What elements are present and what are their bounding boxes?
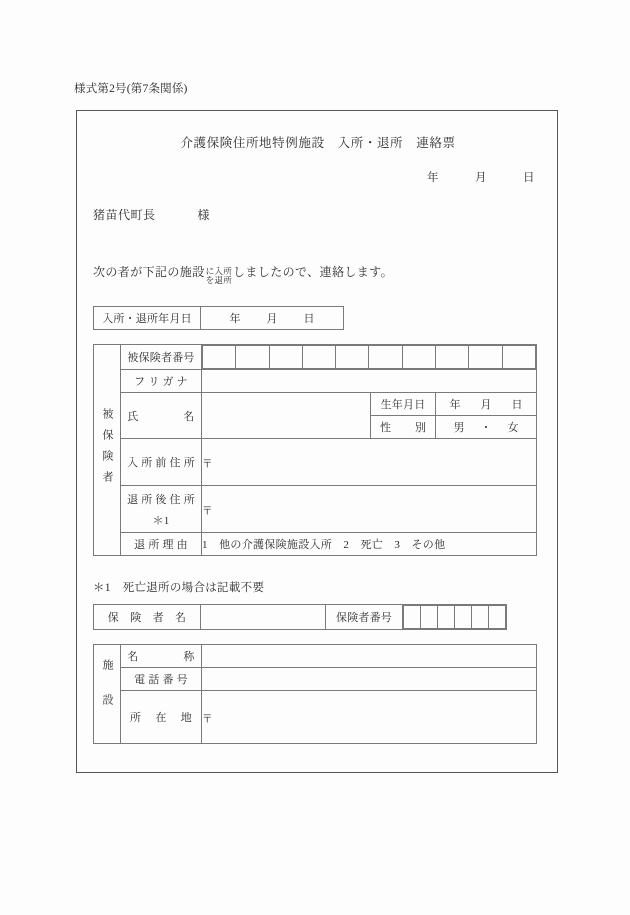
address-after-label-text: 退 所 後 住 所: [127, 493, 195, 506]
number-cell[interactable]: [438, 606, 455, 629]
insurer-name-value[interactable]: [201, 605, 326, 630]
number-cell[interactable]: [236, 346, 269, 369]
birthdate-label: 生年月日: [371, 393, 436, 416]
number-cell[interactable]: [421, 606, 438, 629]
page-title: 介護保険住所地特例施設 入所・退所 連絡票: [180, 136, 456, 150]
sex-separator: ・: [480, 422, 492, 434]
number-cell[interactable]: [369, 346, 402, 369]
insured-side-label-text: 被保険者: [101, 408, 113, 492]
address-before-label: 入 所 前 住 所: [121, 439, 202, 486]
birthdate-day: 日: [511, 399, 523, 411]
number-cell[interactable]: [269, 346, 302, 369]
facility-table: [93, 644, 537, 744]
entry-date-table: [93, 306, 344, 330]
address-before-value[interactable]: [202, 439, 537, 486]
number-cell[interactable]: [302, 346, 335, 369]
entry-date-day: 日: [303, 313, 315, 325]
table-row: [94, 668, 537, 691]
furigana-label: フ リ ガ ナ: [121, 370, 202, 393]
table-row: [94, 307, 344, 330]
table-row: [94, 486, 537, 533]
number-cell[interactable]: [472, 606, 489, 629]
address-after-mark: ＊1: [152, 514, 170, 527]
form-number: 様式第2号(第7条関係): [74, 83, 188, 95]
name-value[interactable]: [202, 393, 371, 439]
address-after-label: [121, 486, 202, 533]
birthdate-year: 年: [449, 399, 461, 411]
number-cell[interactable]: [203, 346, 236, 369]
postal-icon: 〒: [202, 505, 213, 517]
number-cell[interactable]: [336, 346, 369, 369]
statement-stacked-choice: [206, 267, 232, 286]
table-row: [94, 691, 537, 744]
sex-value[interactable]: [436, 416, 537, 439]
birthdate-fields: [436, 396, 536, 412]
table-row: [94, 439, 537, 486]
table-row: [94, 393, 537, 416]
insurer-number-label: 保険者番号: [326, 605, 403, 630]
number-cell[interactable]: [469, 346, 502, 369]
table-row: [94, 370, 537, 393]
address-after-value[interactable]: [202, 486, 537, 533]
number-cell[interactable]: [502, 346, 535, 369]
insurance-number-grid: [202, 345, 536, 369]
facility-name-label: 名 称: [121, 645, 202, 668]
entry-date-year: 年: [229, 313, 241, 325]
furigana-value[interactable]: [202, 370, 537, 393]
statement-lead: 次の者が下記の施設: [93, 265, 205, 279]
table-row: [94, 645, 537, 668]
birthdate-value[interactable]: [436, 393, 537, 416]
insured-person-table: [93, 344, 537, 556]
facility-side-label-text: 施設: [101, 659, 113, 729]
facility-phone-label: 電 話 番 号: [121, 668, 202, 691]
insurance-number-label: 被保険者番号: [121, 345, 202, 370]
facility-phone-value[interactable]: [202, 668, 537, 691]
number-cell[interactable]: [402, 346, 435, 369]
addressee-honorific: 様: [197, 208, 211, 222]
entry-date-label: 入所・退所年月日: [94, 307, 201, 330]
insurer-number-cells[interactable]: [403, 605, 507, 630]
discharge-reason-label: 退 所 理 由: [121, 533, 202, 556]
name-label: 氏 名: [121, 393, 202, 439]
sex-male[interactable]: 男: [453, 422, 465, 434]
facility-address-label: 所 在 地: [121, 691, 202, 744]
facility-name-value[interactable]: [202, 645, 537, 668]
entry-date-month: 月: [266, 313, 278, 325]
number-cell[interactable]: [404, 606, 421, 629]
sex-label-text: 性 別: [380, 422, 426, 434]
statement-stack-bottom: を退所: [205, 275, 232, 286]
statement-stack-top: に入所: [205, 266, 232, 276]
number-cell[interactable]: [436, 346, 469, 369]
birthdate-month: 月: [480, 399, 492, 411]
entry-date-fields: [201, 310, 343, 326]
addressee-name: 猪苗代町長: [93, 208, 156, 222]
insurer-table: [93, 604, 507, 630]
discharge-reason-options[interactable]: 1 他の介護保険施設入所 2 死亡 3 その他: [202, 533, 537, 556]
table-row: [203, 346, 536, 369]
number-cell[interactable]: [455, 606, 472, 629]
statement-sentence: [93, 263, 393, 288]
number-cell[interactable]: [489, 606, 506, 629]
statement-tail: しましたので、連絡します。: [233, 265, 394, 279]
sex-label: [371, 416, 436, 439]
postal-icon: 〒: [202, 713, 213, 725]
insurer-number-grid: [403, 605, 506, 629]
table-row: [94, 533, 537, 556]
submission-date-line: 年 月 日: [427, 172, 535, 184]
table-row: [94, 345, 537, 370]
addressee: [93, 206, 210, 223]
insurance-number-cells[interactable]: [202, 345, 537, 370]
table-row: [404, 606, 506, 629]
sex-options: [436, 419, 536, 435]
insurer-name-label: 保 険 者 名: [94, 605, 201, 630]
footnote: ＊1 死亡退所の場合は記載不要: [93, 582, 265, 594]
table-row: [94, 605, 507, 630]
postal-icon: 〒: [202, 458, 213, 470]
form-outer-frame: [76, 110, 558, 773]
facility-side-label: [94, 645, 121, 744]
entry-date-value-cell[interactable]: [201, 307, 344, 330]
facility-address-value[interactable]: [202, 691, 537, 744]
insured-side-label: [94, 345, 121, 556]
sex-female[interactable]: 女: [507, 422, 519, 434]
